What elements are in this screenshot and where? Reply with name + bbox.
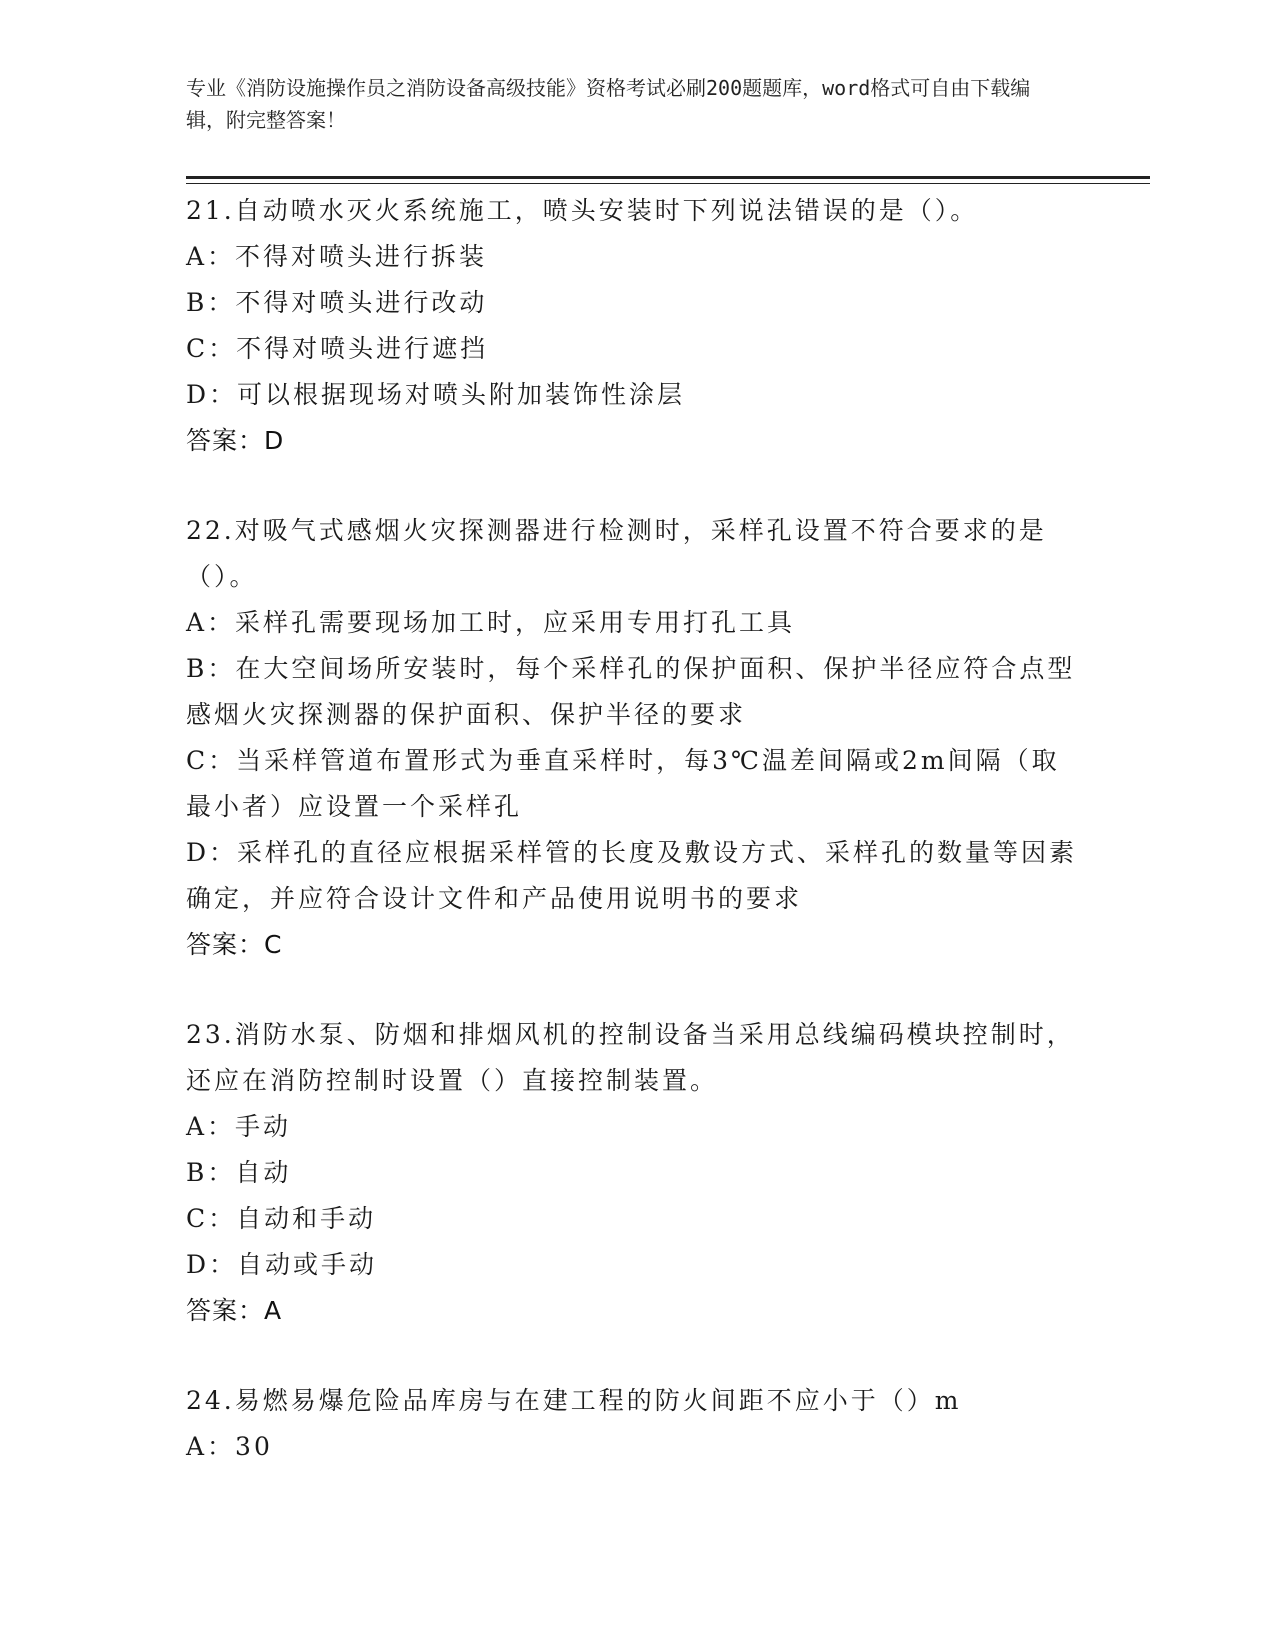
answer-text: 答案：A: [186, 1296, 283, 1325]
option-a: A：手动: [186, 1112, 292, 1141]
answer-text: 答案：C: [186, 930, 283, 959]
question-22: [186, 508, 1086, 968]
option-c: C：自动和手动: [186, 1204, 377, 1233]
question-24: [186, 1378, 1086, 1470]
question-stem: 22.对吸气式感烟火灾探测器进行检测时，采样孔设置不符合要求的是（）。: [186, 516, 1047, 591]
question-21: [186, 188, 1086, 464]
answer-text: 答案：D: [186, 426, 285, 455]
option-b: B：自动: [186, 1158, 292, 1187]
question-stem: 23.消防水泵、防烟和排烟风机的控制设备当采用总线编码模块控制时，还应在消防控制时设置（）直接控制装置。: [186, 1020, 1075, 1095]
option-d: D：采样孔的直径应根据采样管的长度及敷设方式、采样孔的数量等因素确定，并应符合设计文件和产品使用说明书的要求: [186, 838, 1078, 913]
option-a: A：30: [186, 1432, 273, 1461]
header-divider-thin: [186, 183, 1150, 184]
option-c: C：不得对喷头进行遮挡: [186, 334, 489, 363]
option-d: D：自动或手动: [186, 1250, 378, 1279]
option-b: B：在大空间场所安装时，每个采样孔的保护面积、保护半径应符合点型感烟火灾探测器的保护面积、保护半径的要求: [186, 654, 1076, 729]
option-d: D：可以根据现场对喷头附加装饰性涂层: [186, 380, 686, 409]
option-c: C：当采样管道布置形式为垂直采样时，每3℃温差间隔或2m间隔（取最小者）应设置一个采样孔: [186, 746, 1060, 821]
header-divider-thick: [186, 176, 1150, 179]
document-header: 专业《消防设施操作员之消防设备高级技能》资格考试必刷200题题库，word格式可自由下载编辑，附完整答案！: [186, 76, 1031, 132]
question-list: [186, 188, 1086, 1514]
question-stem: 24.易燃易爆危险品库房与在建工程的防火间距不应小于（）m: [186, 1386, 962, 1415]
option-a: A：不得对喷头进行拆装: [186, 242, 488, 271]
option-a: A：采样孔需要现场加工时，应采用专用打孔工具: [186, 608, 796, 637]
question-23: [186, 1012, 1086, 1334]
option-b: B：不得对喷头进行改动: [186, 288, 488, 317]
question-stem: 21.自动喷水灭火系统施工，喷头安装时下列说法错误的是（）。: [186, 196, 979, 225]
